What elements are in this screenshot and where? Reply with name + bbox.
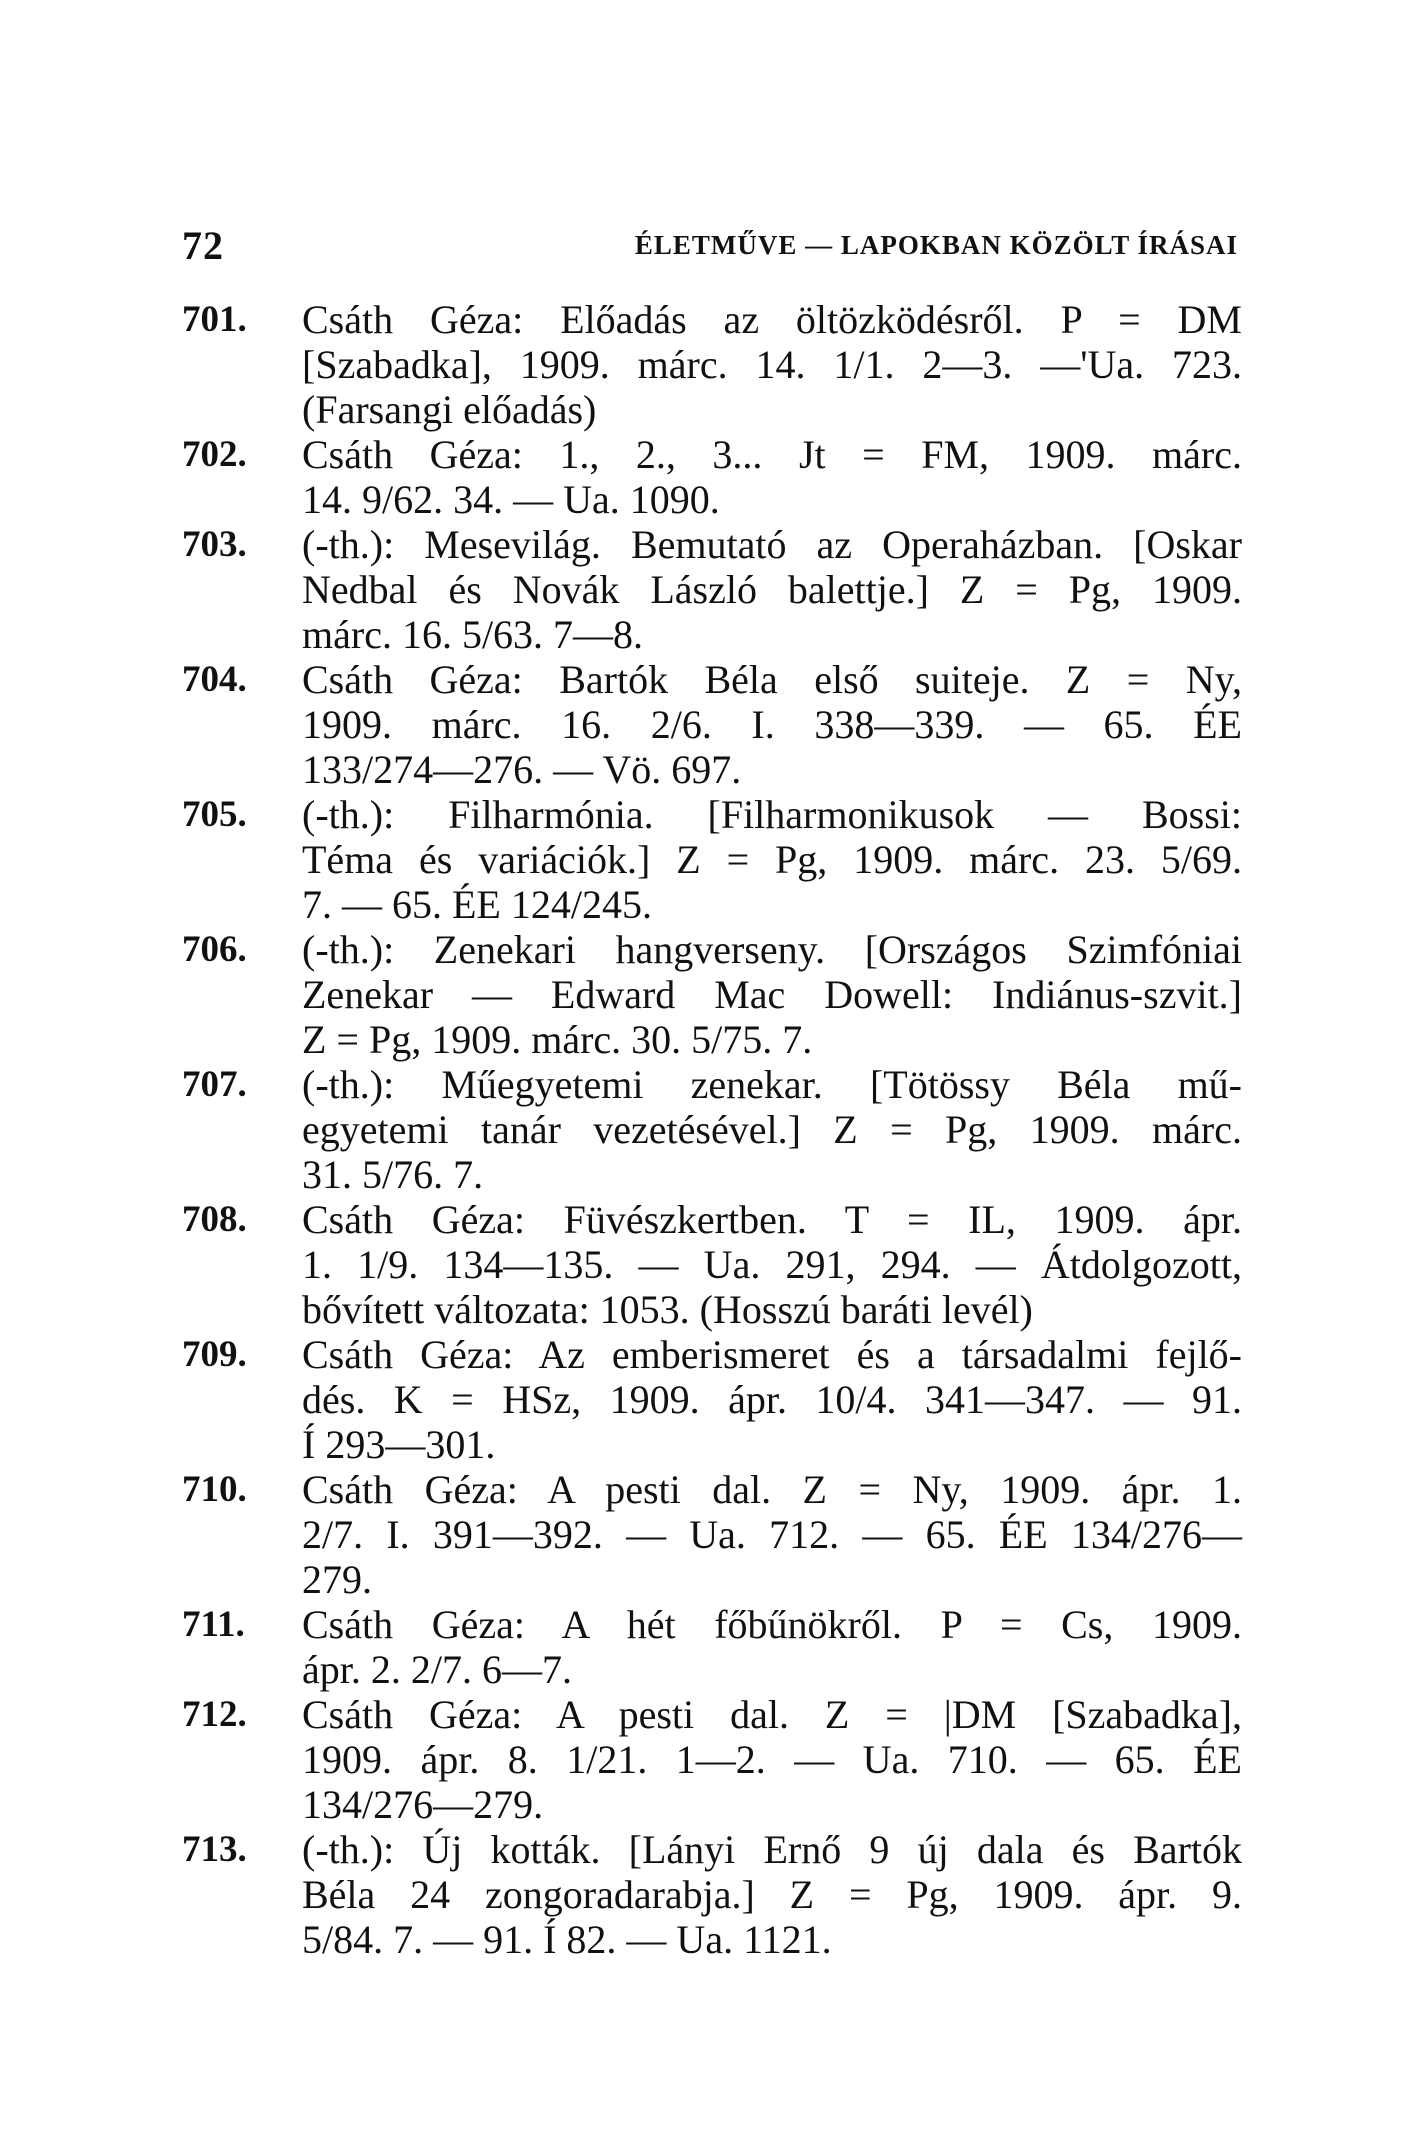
entry-line: Béla 24 zongoradarabja.] Z = Pg, 1909. ápr. 9. bbox=[302, 1872, 1242, 1917]
entry-line: 14. 9/62. 34. — Ua. 1090. bbox=[302, 477, 720, 522]
entry-text bbox=[302, 297, 1242, 432]
entry-line: ápr. 2. 2/7. 6—7. bbox=[302, 1647, 572, 1692]
bibliography-entry bbox=[182, 927, 1242, 1062]
entry-line: bővített változata: 1053. (Hosszú baráti levél) bbox=[302, 1287, 1033, 1332]
entry-text bbox=[302, 1467, 1242, 1602]
entry-line: Csáth Géza: Bartók Béla első suiteje. Z = Ny, bbox=[302, 657, 1242, 702]
entry-line: egyetemi tanár vezetésével.] Z = Pg, 1909. márc. bbox=[302, 1107, 1242, 1152]
entry-line: 5/84. 7. — 91. Í 82. — Ua. 1121. bbox=[302, 1917, 832, 1962]
entry-number: 711. bbox=[182, 1604, 245, 1645]
entry-line: 279. bbox=[302, 1557, 372, 1602]
entry-number: 708. bbox=[182, 1199, 247, 1240]
entry-number: 703. bbox=[182, 524, 247, 565]
entry-line: Nedbal és Novák László balettje.] Z = Pg, 1909. bbox=[302, 567, 1242, 612]
entry-line: Í 293—301. bbox=[302, 1422, 496, 1467]
bibliography-entry bbox=[182, 1332, 1242, 1467]
entry-text bbox=[302, 1602, 1242, 1692]
entry-line: Téma és variációk.] Z = Pg, 1909. márc. 23. 5/69. bbox=[302, 837, 1242, 882]
entry-line: 1909. márc. 16. 2/6. I. 338—339. — 65. ÉE bbox=[302, 702, 1242, 747]
entry-line: Csáth Géza: A pesti dal. Z = |DM [Szabadka], bbox=[302, 1692, 1242, 1737]
entry-number: 709. bbox=[182, 1334, 247, 1375]
entry-line: (-th.): Műegyetemi zenekar. [Tötössy Béla mű- bbox=[302, 1062, 1242, 1107]
bibliography-entry bbox=[182, 1062, 1242, 1197]
entry-line: (-th.): Mesevilág. Bemutató az Operaházban. [Oskar bbox=[302, 522, 1242, 567]
bibliography-entry bbox=[182, 297, 1242, 432]
entry-number: 710. bbox=[182, 1469, 247, 1510]
entry-line: Csáth Géza: A hét főbűnökről. P = Cs, 1909. bbox=[302, 1602, 1242, 1647]
entry-line: (-th.): Filharmónia. [Filharmonikusok — Bossi: bbox=[302, 792, 1242, 837]
bibliography-entry bbox=[182, 432, 1242, 522]
entry-line: 133/274—276. — Vö. 697. bbox=[302, 747, 742, 792]
bibliography-entry bbox=[182, 1197, 1242, 1332]
entry-line: Csáth Géza: 1., 2., 3... Jt = FM, 1909. márc. bbox=[302, 432, 1242, 477]
entry-text bbox=[302, 657, 1242, 792]
entry-number: 705. bbox=[182, 794, 247, 835]
entry-line: 2/7. I. 391—392. — Ua. 712. — 65. ÉE 134/276— bbox=[302, 1512, 1242, 1557]
entry-number: 707. bbox=[182, 1064, 247, 1105]
entry-line: Csáth Géza: Az emberismeret és a társadalmi fejlő- bbox=[302, 1332, 1242, 1377]
entry-line: Zenekar — Edward Mac Dowell: Indiánus-szvit.] bbox=[302, 972, 1242, 1017]
entry-text bbox=[302, 432, 1242, 522]
entry-text bbox=[302, 522, 1242, 657]
entry-line: 134/276—279. bbox=[302, 1782, 544, 1827]
entry-number: 704. bbox=[182, 659, 247, 700]
entry-line: Csáth Géza: Füvészkertben. T = IL, 1909. ápr. bbox=[302, 1197, 1242, 1242]
bibliography-list bbox=[182, 297, 1242, 1962]
entry-line: 1. 1/9. 134—135. — Ua. 291, 294. — Átdolgozott, bbox=[302, 1242, 1242, 1287]
entry-line: 31. 5/76. 7. bbox=[302, 1152, 484, 1197]
entry-line: (-th.): Új kották. [Lányi Ernő 9 új dala és Bartók bbox=[302, 1827, 1242, 1872]
entry-text bbox=[302, 1332, 1242, 1467]
entry-text bbox=[302, 1692, 1242, 1827]
bibliography-entry bbox=[182, 657, 1242, 792]
entry-text bbox=[302, 792, 1242, 927]
entry-line: dés. K = HSz, 1909. ápr. 10/4. 341—347. — 91. bbox=[302, 1377, 1242, 1422]
entry-number: 713. bbox=[182, 1829, 247, 1870]
entry-number: 702. bbox=[182, 434, 247, 475]
entry-line: Z = Pg, 1909. márc. 30. 5/75. 7. bbox=[302, 1017, 813, 1062]
bibliography-entry bbox=[182, 1602, 1242, 1692]
entry-text bbox=[302, 1827, 1242, 1962]
running-title: ÉLETMŰVE — LAPOKBAN KÖZÖLT ÍRÁSAI bbox=[634, 230, 1238, 260]
entry-line: (-th.): Zenekari hangverseny. [Országos Szimfóniai bbox=[302, 927, 1242, 972]
running-head bbox=[182, 222, 1238, 268]
entry-text bbox=[302, 1062, 1242, 1197]
bibliography-entry bbox=[182, 1692, 1242, 1827]
entry-number: 701. bbox=[182, 299, 247, 340]
entry-line: Csáth Géza: A pesti dal. Z = Ny, 1909. ápr. 1. bbox=[302, 1467, 1242, 1512]
entry-line: Csáth Géza: Előadás az öltözködésről. P = DM bbox=[302, 297, 1242, 342]
entry-line: márc. 16. 5/63. 7—8. bbox=[302, 612, 644, 657]
bibliography-entry bbox=[182, 1467, 1242, 1602]
bibliography-entry bbox=[182, 1827, 1242, 1962]
entry-number: 706. bbox=[182, 929, 247, 970]
entry-line: 7. — 65. ÉE 124/245. bbox=[302, 882, 652, 927]
bibliography-entry bbox=[182, 522, 1242, 657]
entry-line: [Szabadka], 1909. márc. 14. 1/1. 2—3. —'Ua. 723. bbox=[302, 342, 1242, 387]
entry-line: 1909. ápr. 8. 1/21. 1—2. — Ua. 710. — 65. ÉE bbox=[302, 1737, 1242, 1782]
entry-text bbox=[302, 927, 1242, 1062]
bibliography-entry bbox=[182, 792, 1242, 927]
entry-number: 712. bbox=[182, 1694, 247, 1735]
page-number: 72 bbox=[182, 223, 224, 268]
entry-text bbox=[302, 1197, 1242, 1332]
entry-line: (Farsangi előadás) bbox=[302, 387, 597, 432]
